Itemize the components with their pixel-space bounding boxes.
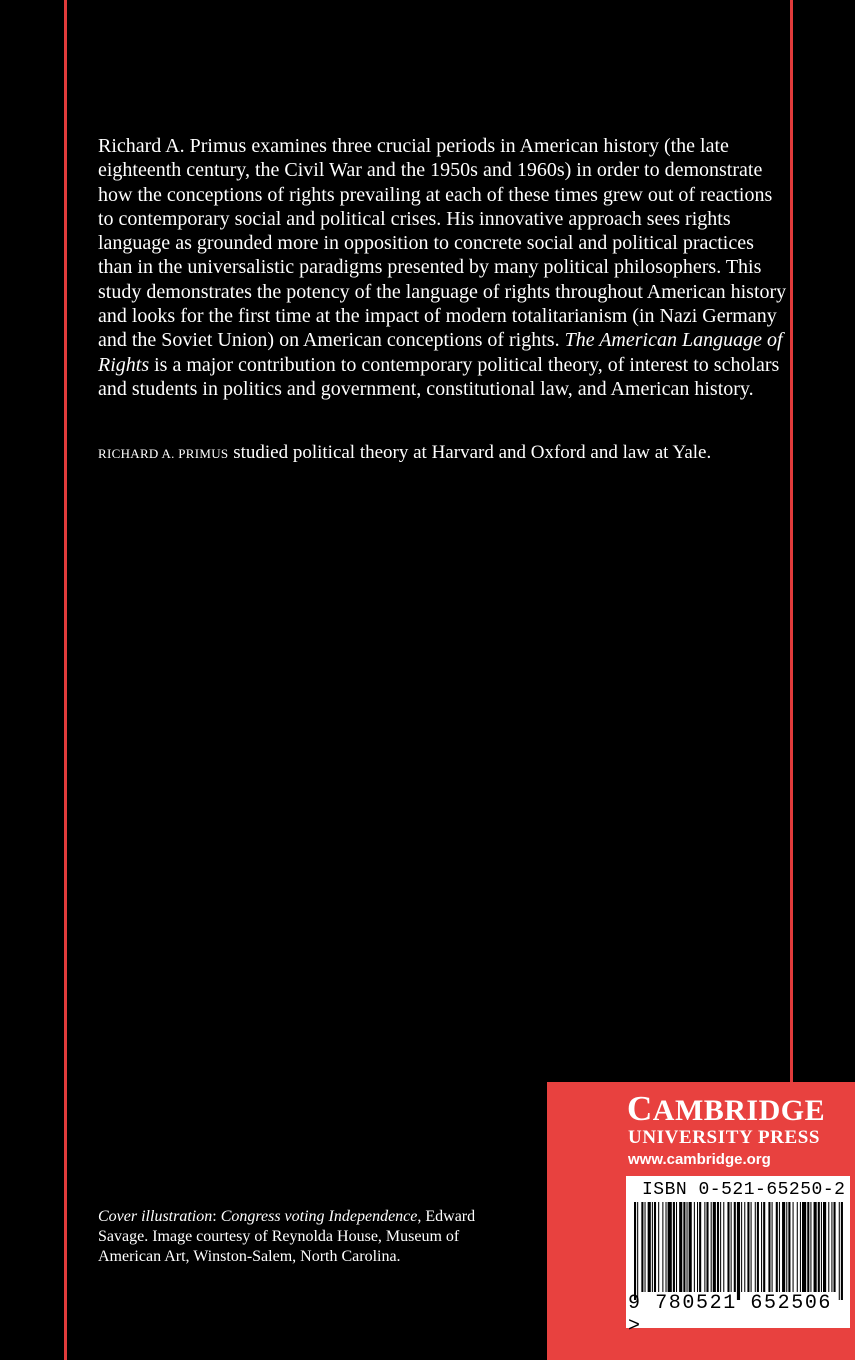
barcode-bar — [823, 1202, 826, 1292]
author-name: RICHARD A. PRIMUS — [98, 446, 229, 461]
blurb-text-end: is a major contribution to contemporary political theory, of interest to scholars and students in politics and government, constitutional law, and American history. — [98, 353, 780, 400]
artwork-title: Congress voting Independence — [220, 1208, 418, 1225]
barcode-bar — [841, 1202, 843, 1300]
publisher-panel — [547, 1082, 855, 1360]
barcode-bar — [772, 1202, 773, 1292]
barcode-bar — [763, 1202, 765, 1292]
barcode-digits: 9 780521 652506 > — [628, 1292, 833, 1338]
barcode-bar — [802, 1202, 806, 1292]
barcode-bar — [734, 1202, 736, 1292]
barcode-bar — [839, 1202, 840, 1300]
author-note — [98, 441, 798, 466]
barcode-bar — [634, 1202, 636, 1300]
left-red-rule — [64, 0, 67, 1360]
barcode-bar — [818, 1202, 820, 1292]
barcode-bar — [793, 1202, 794, 1292]
barcode-bar — [658, 1202, 659, 1292]
barcode-bar — [662, 1202, 663, 1292]
university-press-label: UNIVERSITY PRESS — [628, 1127, 821, 1148]
barcode-bar — [821, 1202, 822, 1292]
credit-label: Cover illustration — [98, 1208, 213, 1225]
barcode-bar — [645, 1202, 646, 1292]
barcode-bar — [699, 1202, 701, 1292]
barcode-bar — [834, 1202, 836, 1292]
barcode-bar — [807, 1202, 809, 1292]
barcode-bar — [731, 1202, 732, 1292]
book-title: The American Language of Rights — [98, 329, 783, 376]
barcode-bar — [737, 1202, 740, 1300]
barcode-bar — [800, 1202, 801, 1292]
barcode-bar — [779, 1202, 780, 1292]
barcode-bar — [711, 1202, 712, 1292]
barcode-bar — [673, 1202, 675, 1292]
barcode-bar — [761, 1202, 762, 1292]
barcode-bar — [641, 1202, 643, 1292]
barcode-bar — [788, 1202, 790, 1292]
barcode-bar — [637, 1202, 638, 1300]
barcode-bar — [697, 1202, 698, 1292]
barcode-bar — [727, 1202, 729, 1292]
barcode-bar — [797, 1202, 798, 1292]
barcode-bar — [782, 1202, 785, 1292]
blurb-paragraph — [98, 134, 788, 401]
barcode-bar — [694, 1202, 695, 1292]
barcode-bar — [689, 1202, 692, 1292]
cambridge-logo: CAMBRIDGE — [627, 1089, 826, 1128]
barcode-bar — [683, 1202, 685, 1292]
isbn-label: ISBN 0-521-65250-2 — [642, 1180, 846, 1200]
publisher-url: www.cambridge.org — [628, 1151, 771, 1168]
barcode-bar — [757, 1202, 759, 1292]
barcode-bar — [679, 1202, 682, 1292]
barcode-bar — [723, 1202, 724, 1292]
barcode-bar — [687, 1202, 688, 1292]
barcode-bar — [786, 1202, 787, 1292]
barcode-bar — [648, 1202, 651, 1292]
book-blurb — [98, 134, 788, 401]
barcode-bar — [776, 1202, 778, 1292]
barcode-bar — [676, 1202, 677, 1292]
credit-text: , Edward Savage. Image courtesy of Reynolda House, Museum of American Art, Winston-Salem, North Carolina. — [98, 1208, 476, 1265]
barcode-bar — [666, 1202, 667, 1292]
barcode-bar — [751, 1202, 752, 1292]
barcode-bar — [814, 1202, 817, 1292]
barcode-bar — [717, 1202, 719, 1292]
barcode-bar — [720, 1202, 721, 1292]
barcode-bar — [755, 1202, 756, 1292]
isbn-barcode-box — [626, 1176, 850, 1338]
barcode-bar — [654, 1202, 656, 1292]
barcode-bar — [704, 1202, 705, 1292]
author-bio: studied political theory at Harvard and Oxford and law at Yale. — [233, 442, 712, 463]
barcode-bar — [652, 1202, 653, 1292]
cover-credit: Cover illustration: Congress voting Independence, Edward Savage. Image courtesy of Reynolda House, Museum of American Art, Winston-Salem, North Carolina. — [98, 1208, 476, 1265]
barcode-bar — [713, 1202, 716, 1292]
barcode-bar — [747, 1202, 749, 1292]
barcode-bar — [706, 1202, 708, 1292]
barcode-bar — [768, 1202, 770, 1292]
barcode-bar — [668, 1202, 672, 1292]
blurb-text: Richard A. Primus examines three crucial periods in American history (the late eighteenth century, the Civil War and the 1950s and 1960s) in order to demonstrate how the conceptions of rights prevailing at each of these times grew out of reactions to contemporary social and political crises. His innovative approach sees rights language as grounded more in opposition to concrete social and political practices than in the universalistic paradigms presented by many political philosophers. This study demonstrates the potency of the language of rights throughout American history and looks for the first time at the impact of modern totalitarianism (in Nazi Germany and the Soviet Union) on American conceptions of rights. — [98, 135, 787, 352]
barcode-bar — [810, 1202, 811, 1292]
barcode-bar — [831, 1202, 832, 1292]
barcode-bar — [741, 1202, 742, 1292]
barcode-image — [632, 1202, 844, 1300]
barcode-bar — [744, 1202, 745, 1292]
barcode-bar — [828, 1202, 829, 1292]
